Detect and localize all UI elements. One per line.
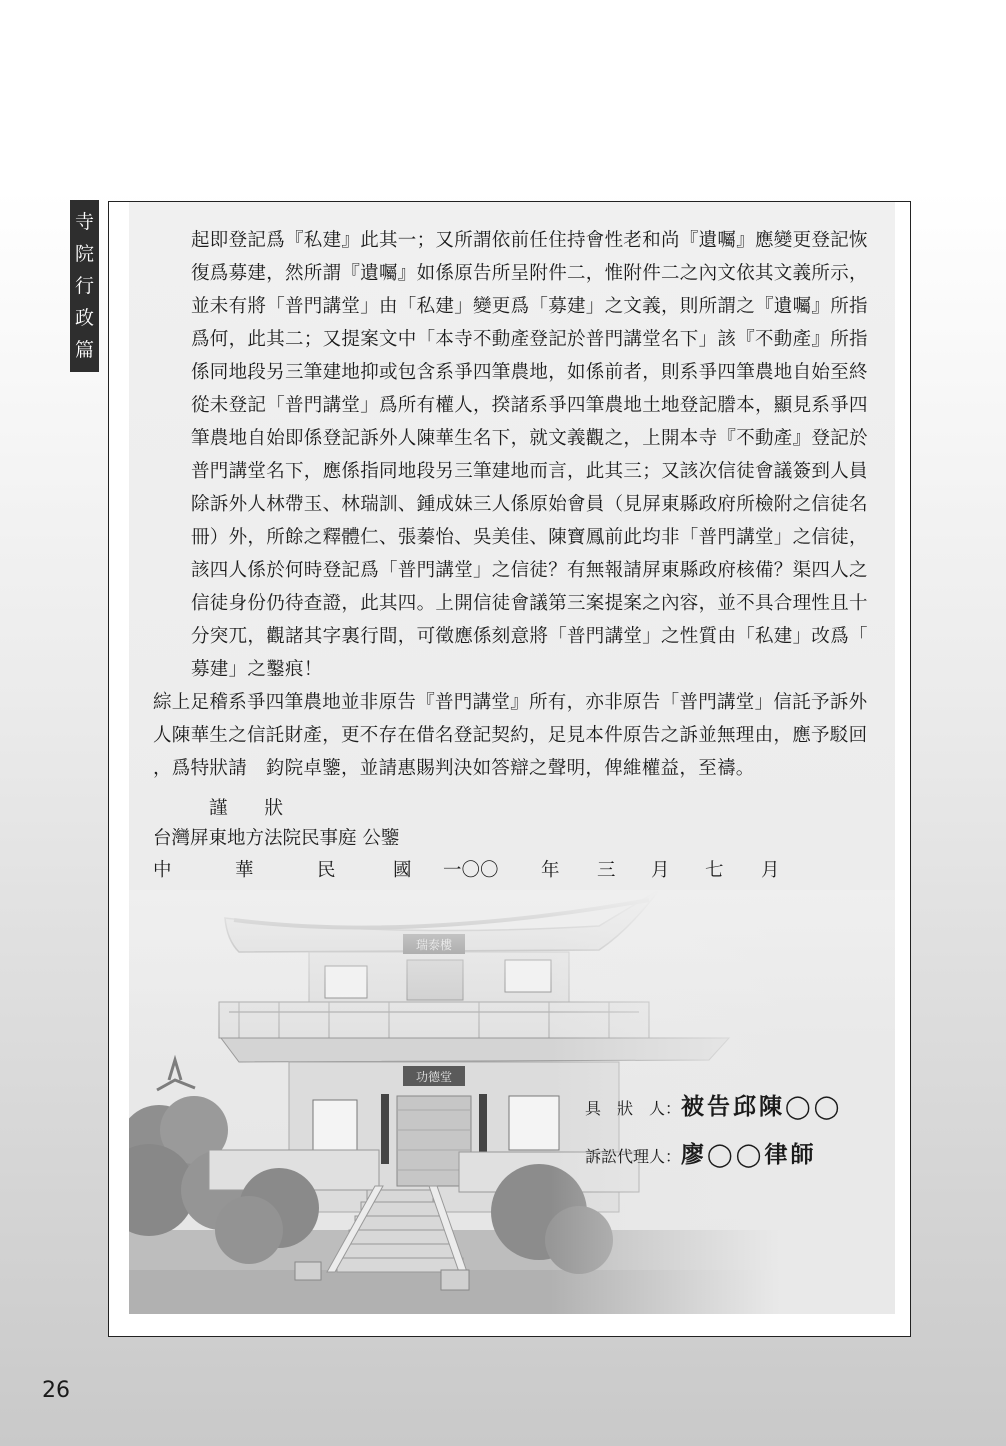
date-char: 年 [541, 860, 560, 881]
court-address: 台灣屏東地方法院民事庭 公鑒 [153, 828, 400, 849]
text-line: 除訴外人林帶玉、林瑞訓、鍾成妹三人係原始會員（見屏東縣政府所檢附之信徒名 [191, 494, 868, 515]
text-line: 復爲募建，然所謂『遺囑』如係原告所呈附件二，惟附件二之內文依其文義所示， [191, 263, 868, 284]
text-line: 係同地段另三筆建地抑或包含系爭四筆農地，如係前者，則系爭四筆農地自始至終 [191, 362, 868, 383]
date-char: 七 [705, 860, 724, 881]
section-tab-char: 院 [74, 242, 94, 265]
text-line: ，爲特狀請 鈞院卓鑒，並請惠賜判決如答辯之聲明，俾維權益，至禱。 [153, 758, 755, 779]
text-line: 並未有將「普門講堂」由「私建」變更爲「募建」之文義，則所謂之『遺囑』所指 [191, 296, 868, 317]
date-char: 月 [761, 860, 780, 881]
agent-name: 廖◯◯律師 [681, 1141, 817, 1168]
date-char: 三 [597, 860, 616, 881]
date-char: 一〇〇 [443, 860, 499, 881]
text-line: 信徒身份仍待查證，此其四。上開信徒會議第三案提案之內容，並不具合理性且十 [191, 593, 868, 614]
text-line: 綜上足稽系爭四筆農地並非原告『普門講堂』所有，亦非原告「普門講堂」信託予訴外 [153, 692, 868, 713]
text-line: 人陳華生之信託財產，更不存在借名登記契約，足見本件原告之訴並無理由，應予駁回 [153, 725, 868, 746]
text-line: 起即登記爲『私建』此其一；又所謂依前任住持會性老和尚『遺囑』應變更登記恢 [191, 230, 868, 251]
filer-signature [585, 1088, 843, 1121]
agent-label: 訴訟代理人： [585, 1147, 682, 1166]
text-line: 募建」之鑿痕！ [191, 659, 323, 680]
date-char: 中 [153, 860, 172, 881]
section-tab-char: 行 [74, 274, 94, 297]
text-line: 分突兀，觀諸其字裏行間，可徵應係刻意將「普門講堂」之性質由「私建」改爲「 [191, 626, 868, 647]
section-tab-char: 篇 [74, 338, 94, 361]
text-line: 爲何，此其二；又提案文中「本寺不動產登記於普門講堂名下」該『不動產』所指 [191, 329, 868, 350]
section-tab-char: 政 [74, 306, 94, 329]
section-tab-char: 寺 [74, 210, 94, 233]
text-line: 冊）外，所餘之釋體仁、張蓁怡、吳美佳、陳寶鳳前此均非「普門講堂」之信徒， [191, 527, 868, 548]
filer-name: 被告邱陳◯◯ [681, 1093, 843, 1120]
agent-signature [585, 1136, 817, 1169]
text-line: 該四人係於何時登記爲「普門講堂」之信徒？有無報請屏東縣政府核備？渠四人之 [191, 560, 868, 581]
page-number: 26 [42, 1378, 70, 1403]
closing-text: 謹 狀 [209, 798, 284, 819]
date-line [153, 856, 793, 882]
text-line: 從未登記「普門講堂」爲所有權人，揆諸系爭四筆農地土地登記謄本，顯見系爭四 [191, 395, 868, 416]
document-frame [108, 201, 911, 1337]
date-char: 民 [317, 860, 336, 881]
text-line: 普門講堂名下，應係指同地段另三筆建地而言，此其三；又該次信徒會議簽到人員 [191, 461, 868, 482]
section-tab [70, 200, 99, 372]
filer-label: 具 狀 人： [585, 1099, 682, 1118]
date-char: 月 [651, 860, 670, 881]
text-line: 筆農地自始即係登記訴外人陳華生名下，就文義觀之，上開本寺『不動產』登記於 [191, 428, 868, 449]
date-char: 華 [235, 860, 254, 881]
date-char: 國 [393, 860, 412, 881]
